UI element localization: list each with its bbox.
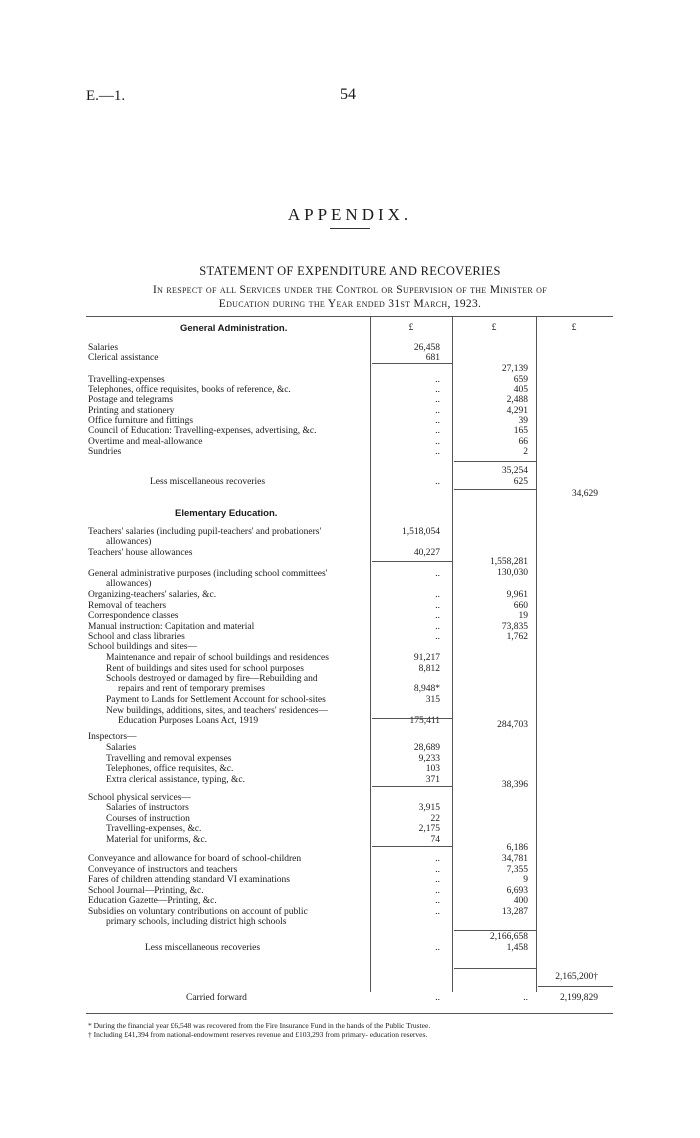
line-item-col1: 175,411	[409, 715, 440, 726]
line-item-label: Salaries	[106, 743, 137, 753]
less-recoveries-label: Less miscellaneous recoveries	[150, 477, 266, 487]
line-item-label-cont: primary schools, including district high schools	[106, 916, 287, 927]
line-item-label-cont: Education Purposes Loans Act, 1919	[118, 715, 259, 726]
line-item-col1: ..	[435, 590, 440, 600]
title-rule	[330, 228, 370, 229]
line-item-col1: 74	[430, 834, 440, 845]
line-item-col2: 9,961	[506, 590, 528, 600]
line-item-col1: ..	[435, 632, 440, 642]
line-item-col1: ..	[435, 385, 440, 395]
buildings-subtotal: 284,703	[497, 720, 528, 730]
appendix-title: APPENDIX.	[287, 205, 413, 224]
line-item-col2: 2	[523, 447, 528, 457]
subsection-heading: Inspectors—	[88, 732, 137, 742]
footnote-1: * During the financial year £6,548 was recovered from the Fire Insurance Fund in the hands of the Public Trustee.	[88, 1021, 431, 1030]
line-item-label: Material for uniforms, &c.	[106, 834, 208, 845]
line-item-label: Travelling-expenses, &c.	[106, 824, 202, 834]
line-item-col2: 400	[513, 896, 528, 906]
line-item-label: Telephones, office requisites, &c.	[106, 764, 234, 774]
line-item-label-cont: allowances)	[106, 537, 152, 547]
statement-subheading-line1: In respect of all Services under the Control or Supervision of the Minister of	[152, 284, 548, 296]
section-heading-elementary-education: Elementary Education.	[175, 508, 278, 519]
line-item-col2: 34,781	[501, 854, 528, 864]
line-item-label-cont: allowances)	[106, 579, 152, 589]
line-item-label: School and class libraries	[88, 632, 185, 642]
line-item-col1: ..	[435, 395, 440, 405]
line-item-col2: 13,287	[501, 906, 528, 917]
line-item-col2: 405	[513, 385, 528, 395]
page-number: 54	[340, 86, 356, 103]
line-item-col2: 66	[518, 437, 528, 447]
statement-subheading-line2: Education during the Year ended 31st March, 1923.	[218, 298, 482, 310]
line-item-col1: ..	[435, 864, 440, 875]
column-currency-3: £	[571, 323, 577, 333]
line-item-col2: 660	[513, 600, 528, 611]
line-item-label: Office furniture and fittings	[88, 416, 194, 426]
line-item-label: Telephones, office requisites, books of reference, &c.	[88, 385, 291, 395]
line-item-label: Clerical assistance	[88, 353, 159, 363]
column-rule-3	[536, 316, 537, 992]
line-item-label: Teachers' house allowances	[88, 548, 193, 558]
line-item-label: Rent of buildings and sites used for school purposes	[106, 663, 304, 674]
line-item-col1: ..	[435, 477, 440, 487]
line-item-label: New buildings, additions, sites, and teachers' residences—	[106, 705, 329, 716]
line-item-label: Education Gazette—Printing, &c.	[88, 896, 217, 906]
column-rule-2	[452, 316, 453, 992]
line-item-col1: 103	[425, 764, 440, 774]
line-item-col1: ..	[435, 885, 440, 896]
line-item-label: Conveyance and allowance for board of school-children	[88, 854, 302, 864]
section-heading-general-administration: General Administration.	[180, 323, 288, 334]
inspectors-subtotal: 38,396	[501, 780, 528, 790]
line-item-col1: 371	[425, 774, 440, 785]
line-item-col1: ..	[435, 611, 440, 621]
elementary-gross-total: 2,166,658	[490, 932, 528, 942]
line-item-label: Travelling-expenses	[88, 375, 165, 385]
line-item-label: Salaries	[88, 343, 119, 353]
line-item-col2: 2,488	[506, 395, 528, 405]
line-item-col1: ..	[435, 621, 440, 632]
line-item-col1: ..	[435, 943, 440, 953]
subtotal-rule	[372, 846, 452, 847]
less-recoveries-label: Less miscellaneous recoveries	[145, 943, 261, 953]
line-item-col2: 7,355	[506, 864, 528, 875]
line-item-label: Sundries	[88, 447, 122, 457]
line-item-col1: ..	[435, 406, 440, 416]
line-item-col1: ..	[435, 875, 440, 885]
physical-subtotal: 6,186	[506, 843, 528, 853]
line-item-label: School Journal—Printing, &c.	[88, 885, 204, 896]
column-rule-1	[370, 316, 371, 992]
line-item-col1: ..	[435, 896, 440, 906]
line-item-col1: ..	[435, 447, 440, 457]
line-item-label: Teachers' salaries (including pupil-teachers' and probationers'	[88, 527, 322, 537]
line-item-col2: 9	[523, 875, 528, 885]
line-item-label: Maintenance and repair of school buildings and residences	[106, 653, 329, 663]
teachers-subtotal: 1,558,281	[490, 557, 528, 567]
table-top-rule	[86, 316, 613, 317]
subtotal-rule	[372, 363, 452, 364]
carried-forward-label: Carried forward	[186, 993, 247, 1003]
line-item-label: Correspondence classes	[88, 611, 179, 621]
line-item-label: Salaries of instructors	[106, 803, 189, 813]
line-item-col1: ..	[435, 854, 440, 864]
line-item-label-cont: repairs and rent of temporary premises	[118, 684, 265, 694]
line-item-col1: 22	[430, 813, 440, 824]
line-item-label: Manual instruction: Capitation and material	[88, 621, 255, 632]
line-item-col1: ..	[435, 600, 440, 611]
line-item-col1: ..	[435, 906, 440, 917]
footnote-rule	[86, 1013, 613, 1014]
line-item-col1: 9,233	[418, 753, 440, 764]
line-item-label: Courses of instruction	[106, 813, 190, 824]
general-subtotal: 35,254	[501, 466, 528, 476]
line-item-col2: ..	[523, 993, 528, 1003]
line-item-col1: ..	[435, 426, 440, 436]
line-item-col2: 39	[518, 416, 528, 426]
subtotal-rule	[372, 786, 452, 787]
line-item-label: Removal of teachers	[88, 600, 167, 611]
line-item-col1: ..	[435, 569, 440, 579]
line-item-col1: 26,458	[413, 343, 440, 353]
line-item-label: Council of Education: Travelling-expenses, advertising, &c.	[88, 426, 317, 436]
line-item-label: General administrative purposes (including school committees'	[88, 569, 328, 579]
line-item-col2: 27,139	[501, 364, 528, 374]
line-item-label: Subsidies on voluntary contributions on account of public	[88, 906, 308, 917]
line-item-label: Postage and telegrams	[88, 395, 173, 405]
line-item-label: Overtime and meal-allowance	[88, 437, 203, 447]
subsection-heading: School physical services—	[88, 793, 191, 803]
subtotal-rule	[454, 930, 536, 931]
line-item-label: Printing and stationery	[88, 406, 175, 416]
column-currency-1: £	[408, 323, 414, 333]
line-item-col1: 681	[425, 353, 440, 363]
line-item-col1: ..	[435, 437, 440, 447]
line-item-label: Organizing-teachers' salaries, &c.	[88, 590, 217, 600]
line-item-label: Conveyance of instructors and teachers	[88, 864, 238, 875]
line-item-col1: 3,915	[418, 803, 440, 813]
line-item-col2: 130,030	[497, 568, 528, 578]
line-item-col2: 4,291	[506, 406, 528, 416]
subtotal-rule	[454, 461, 536, 462]
line-item-col2: 659	[513, 375, 528, 385]
footnote-2: † Including £41,394 from national-endowment reserves revenue and £103,293 from primary- education reserves.	[88, 1030, 428, 1039]
carried-forward-value: 2,199,829	[560, 993, 598, 1003]
line-item-col1: ..	[435, 416, 440, 426]
line-item-col1: 8,812	[418, 663, 440, 674]
subsection-heading: School buildings and sites—	[88, 642, 197, 652]
line-item-col1: 40,227	[413, 548, 440, 558]
elementary-net-total: 2,165,200†	[555, 972, 598, 982]
line-item-col1: 2,175	[418, 824, 440, 834]
line-item-col1: ..	[435, 993, 440, 1003]
total-rule	[538, 986, 613, 987]
line-item-label: Extra clerical assistance, typing, &c.	[106, 774, 246, 785]
subtotal-rule	[454, 968, 536, 969]
line-item-col2: 6,693	[506, 885, 528, 896]
subtotal-rule	[372, 561, 452, 562]
column-currency-2: £	[491, 323, 497, 333]
elementary-less-recoveries: 1,458	[506, 943, 528, 953]
line-item-label: Travelling and removal expenses	[106, 753, 232, 764]
line-item-col1: 28,689	[413, 743, 440, 753]
line-item-col2: 73,835	[501, 621, 528, 632]
line-item-col2: 165	[513, 426, 528, 436]
line-item-col1: 8,948*	[413, 684, 440, 694]
general-less-recoveries: 625	[513, 477, 528, 487]
statement-heading: STATEMENT OF EXPENDITURE AND RECOVERIES	[199, 264, 501, 278]
general-net-total: 34,629	[571, 489, 598, 499]
line-item-label: Payment to Lands for Settlement Account for school-sites	[106, 695, 326, 705]
subtotal-rule	[454, 489, 536, 490]
line-item-col1: 1,518,054	[402, 527, 440, 537]
line-item-col1: 91,217	[413, 653, 440, 663]
line-item-col1: 315	[425, 695, 440, 705]
subtotal-rule	[372, 718, 452, 719]
line-item-col2: 1,762	[506, 632, 528, 642]
line-item-label: Fares of children attending standard VI examinations	[88, 875, 290, 885]
document-reference: E.—1.	[86, 88, 126, 104]
line-item-col1: ..	[435, 375, 440, 385]
line-item-label: Schools destroyed or damaged by fire—Rebuilding and	[106, 674, 318, 684]
line-item-col2: 19	[518, 611, 528, 621]
